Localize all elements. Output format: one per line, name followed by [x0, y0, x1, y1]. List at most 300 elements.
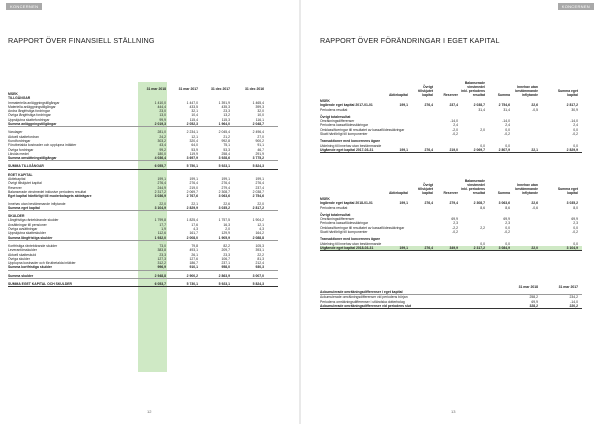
cell-value: 1,9 [161, 227, 166, 232]
cell-value: 5 730,1 [186, 281, 198, 286]
page-number: 12 [147, 409, 152, 414]
row-label: MSEK [320, 197, 330, 201]
cell-value: -14,0 [450, 119, 458, 124]
row-label: Utgående eget kapital 2018-03-31 [320, 245, 374, 250]
cell-value: 320,4 [189, 138, 198, 143]
row-label: Periodens resultat [320, 205, 348, 210]
row-label: Likvida medel [8, 151, 29, 156]
cell-value: 22,6 [531, 201, 538, 206]
row-label: Ackumulerade omräkningsdifferenser vid periodens början [320, 295, 408, 300]
column-header: 31 dec 2016 [244, 87, 264, 91]
column-headers [8, 82, 278, 91]
page-title: RAPPORT ÖVER FINANSIELL STÄLLNING [8, 36, 155, 45]
column-header: Balanserade vinstmedel inkl. periodens resultat [461, 81, 485, 97]
cell-value: 2 052,3 [186, 122, 198, 127]
cell-value: 219,0 [189, 185, 198, 190]
row-label: Transaktioner med koncernens ägare [320, 237, 381, 242]
cell-value: 12,1 [257, 222, 264, 227]
row-label: Långfristiga räntebärande skulder [8, 218, 59, 223]
cell-value: 116,1 [255, 117, 264, 122]
cell-value: 115,4 [189, 117, 198, 122]
row-label: Uppskjutna skatteskulder [8, 231, 46, 236]
cell-value: 10,0 [257, 113, 264, 118]
cell-value: 6 053,7 [154, 281, 166, 286]
row-label: Aktuell skattefordran [8, 134, 39, 139]
cell-value: 180,0 [157, 151, 166, 156]
cell-value: 349,9 [449, 245, 458, 250]
column-header: Reserver [443, 93, 458, 97]
cell-value: 46,7 [257, 147, 264, 152]
table-row [320, 206, 582, 210]
cell-value: 237,4 [255, 185, 264, 190]
cell-value: 291,9 [255, 151, 264, 156]
cell-value: 106,7 [221, 256, 230, 261]
column-header: Summa [497, 93, 510, 97]
cell-value: 22,0 [531, 245, 538, 250]
column-header: Övrigt tillskjutet kapital [418, 85, 433, 97]
cell-value: 8,0 [573, 205, 578, 210]
cell-value: 199,1 [399, 103, 408, 108]
cell-value: 112,6 [157, 231, 166, 236]
row-label: MSEK [320, 99, 330, 103]
cell-value: 23,3 [223, 252, 230, 257]
row-label: Periodens kassaflödessäkringar [320, 221, 369, 226]
row-label: Immateriella anläggningstillgångar [8, 100, 60, 105]
cell-value: -0,2 [504, 230, 510, 235]
cell-value: 2,4 [505, 123, 510, 128]
cell-value: 2 069,7 [473, 147, 485, 152]
cell-value: 276,4 [424, 147, 433, 152]
table-row [8, 206, 278, 211]
cell-value: 276,4 [189, 181, 198, 186]
cell-value: 17,7 [159, 222, 166, 227]
cell-value: 1 799,8 [154, 218, 166, 223]
cell-value: 930,3 [255, 265, 264, 270]
row-label: Reserver [8, 185, 22, 190]
cell-value: 79,8 [191, 243, 198, 248]
row-label: SUMMA TILLGÅNGAR [8, 164, 44, 169]
cell-value: 237,4 [449, 103, 458, 108]
cell-value: 493,1 [189, 248, 198, 253]
table-row [320, 108, 582, 112]
cell-value: 234,2 [569, 295, 578, 300]
cell-value: 910,1 [189, 265, 198, 270]
cell-value: 279,4 [449, 201, 458, 206]
cell-value: 199,1 [399, 147, 408, 152]
cell-value: 22,2 [257, 252, 264, 257]
row-label: Leverantörsskulder [8, 248, 37, 253]
cell-value: 186,7 [189, 261, 198, 266]
table-row [8, 122, 278, 127]
cell-value: -2,2 [452, 225, 458, 230]
cell-value: 276,4 [255, 181, 264, 186]
cell-value: 13,2 [223, 113, 230, 118]
row-label: Innehav utan bestämmande inflytande [8, 201, 66, 206]
cell-value: 900,2 [255, 138, 264, 143]
cell-value: 2 863,9 [218, 273, 230, 278]
row-label: Omklassificeringar till resultatet av kassaflödessäkringar [320, 225, 405, 230]
cell-value: 5 824,3 [252, 164, 264, 169]
right-page [301, 0, 600, 424]
table-row [8, 156, 278, 161]
cell-value: 2 754,6 [252, 194, 264, 199]
cell-value: 220,2 [569, 303, 578, 308]
cell-value: 2 088,8 [252, 235, 264, 240]
cell-value: 3 104,9 [154, 205, 166, 210]
cell-value: 2 948,8 [154, 273, 166, 278]
cell-value: 276,4 [221, 181, 230, 186]
cell-value: 996,9 [157, 265, 166, 270]
cell-value: 383,8 [157, 248, 166, 253]
cell-value: 2 069,7 [186, 189, 198, 194]
cell-value: 5 824,3 [252, 281, 264, 286]
row-label: Periodens omräkningsdifferenser i utländska dotterbolag [320, 299, 405, 304]
row-label: Skatt hänförligt till komponenter [320, 230, 368, 235]
cell-value: 2 008,0 [186, 235, 198, 240]
cell-value: 2 829,9 [566, 147, 578, 152]
column-header: Summa [497, 191, 510, 195]
cell-value: 99,9 [159, 117, 166, 122]
column-header: Summa eget kapital [557, 187, 578, 195]
table-row [8, 265, 278, 270]
cell-value: 3 928,6 [218, 156, 230, 161]
row-label: Periodens kassaflödessäkringar [320, 123, 369, 128]
cell-value: 22,0 [257, 201, 264, 206]
cell-value: 8,6 [480, 205, 485, 210]
cell-value: 13,0 [159, 113, 166, 118]
cell-value: -0,6 [532, 205, 538, 210]
cell-value: -2,0 [452, 127, 458, 132]
cell-value: -0,2 [452, 230, 458, 235]
cell-value: 12,1 [191, 134, 198, 139]
cell-value: 115,3 [221, 117, 230, 122]
cell-value: 32,0 [257, 109, 264, 114]
cell-value: 209,7 [221, 248, 230, 253]
cell-value: 22,1 [531, 147, 538, 152]
cell-value: 22,1 [191, 201, 198, 206]
cell-value: 2,3 [505, 221, 510, 226]
cell-value: 26,1 [191, 252, 198, 257]
row-label: Andra långfristiga fordringar [8, 109, 50, 114]
row-label: Utdelning till innehav utan bestämmande [320, 241, 382, 246]
cell-value: 2 767,6 [186, 194, 198, 199]
cell-value: -0,2 [572, 230, 578, 235]
cell-value: -0,5 [532, 107, 538, 112]
cell-value: 164,2 [255, 231, 264, 236]
cell-value: 2 829,9 [186, 205, 198, 210]
cell-value: 199,1 [157, 177, 166, 182]
table-row [8, 282, 278, 287]
table-row [320, 246, 582, 251]
table-row [8, 164, 278, 169]
cell-value: 276,4 [424, 201, 433, 206]
cell-value: 2 754,6 [498, 103, 510, 108]
row-label: SKULDER [8, 214, 25, 219]
row-label: Varulager [8, 130, 23, 135]
cell-value: 81,3 [257, 256, 264, 261]
row-label: Summa anläggningstillgångar [8, 122, 57, 127]
cell-value: 64,0 [191, 143, 198, 148]
cell-value: 53,3 [223, 147, 230, 152]
cell-value: -0,2 [572, 132, 578, 137]
cell-value: 3 035,2 [566, 201, 578, 206]
cell-value: 992,8 [221, 138, 230, 143]
column-header: Summa eget kapital [557, 89, 578, 97]
cell-value: 279,4 [221, 185, 230, 190]
column-header: Innehav utan bestämmande inflytande [515, 183, 538, 195]
cell-value: 312,2 [157, 261, 166, 266]
cell-value: 1 932,0 [154, 235, 166, 240]
cell-value: 258,4 [221, 151, 230, 156]
cell-value: 1 964,0 [218, 122, 230, 127]
cell-value: 0,0 [573, 127, 578, 132]
cell-value: 0,0 [480, 241, 485, 246]
cell-value: 23,3 [159, 252, 166, 257]
cell-value: 1 757,5 [218, 218, 230, 223]
cell-value: 444,4 [157, 104, 166, 109]
cell-value: 105,3 [255, 243, 264, 248]
cell-value: 6 055,7 [154, 164, 166, 169]
financial-position-table [8, 92, 278, 287]
cell-value: 2 317,2 [473, 245, 485, 250]
cell-value: 0,0 [505, 143, 510, 148]
cell-value: 127,6 [189, 256, 198, 261]
equity-changes-table-2017 [320, 99, 582, 153]
cell-value: 24,2 [159, 134, 166, 139]
equity-column-headers-2 [320, 178, 582, 195]
cell-value: 17,6 [191, 222, 198, 227]
cell-value: 0,0 [573, 143, 578, 148]
row-label: Uppskjutna skattefordringar [8, 117, 50, 122]
page-title: RAPPORT ÖVER FÖRÄNDRINGAR I EGET KAPITAL [320, 36, 500, 45]
row-label: Avsättningar till pensioner [8, 222, 47, 227]
row-label: Omräkningsdifferenser [320, 119, 355, 124]
cell-value: 393,1 [255, 248, 264, 253]
row-label: Ingående eget kapital 2017-01-01 [320, 103, 373, 108]
cell-value: 303,2 [157, 138, 166, 143]
cell-value: 31,4 [478, 107, 485, 112]
table-row [320, 230, 582, 234]
cell-value: 2 807,9 [498, 147, 510, 152]
cell-value: 5 923,1 [218, 164, 230, 169]
cell-value: 281,0 [157, 130, 166, 135]
translation-column-headers [320, 281, 582, 289]
section-tag: KONCERNEN [558, 3, 594, 10]
cell-value: 23,3 [223, 109, 230, 114]
row-label: Ackumulerade omräkningsdifferenser vid periodens slut [320, 303, 412, 308]
cell-value: 27,0 [257, 134, 264, 139]
table-row [320, 132, 582, 136]
cell-value: -14,0 [570, 299, 578, 304]
cell-value: 199,1 [255, 177, 264, 182]
cell-value: 4,3 [193, 227, 198, 232]
cell-value: 2,0 [480, 127, 485, 132]
cell-value: 435,3 [221, 104, 230, 109]
cell-value: 433,5 [189, 104, 198, 109]
cell-value: 2 817,2 [252, 205, 264, 210]
column-header: Aktiekapital [388, 93, 408, 97]
row-label: Summa långfristiga skulder [8, 235, 53, 240]
cell-value: 328,2 [529, 303, 538, 308]
cell-value: 2,3 [573, 221, 578, 226]
cell-value: 22,6 [223, 201, 230, 206]
cell-value: 53,9 [191, 147, 198, 152]
row-label: Övriga långfristiga fordringar [8, 113, 51, 118]
cell-value: 1 447,0 [186, 100, 198, 105]
cell-value: 16,3 [223, 222, 230, 227]
row-label: Summa skulder [8, 273, 34, 278]
row-label: Ingående eget kapital 2018-01-01 [320, 201, 373, 206]
cell-value: 0,0 [505, 225, 510, 230]
cell-value: -14,0 [502, 119, 510, 124]
cell-value: 3 063,6 [498, 201, 510, 206]
cell-value: 199,1 [189, 177, 198, 182]
column-header: 31 mar 2018 [146, 87, 166, 91]
cell-value: 69,9 [531, 299, 538, 304]
cell-value: 127,3 [157, 256, 166, 261]
cell-value: 3 104,9 [566, 245, 578, 250]
cell-value: 23,0 [159, 109, 166, 114]
row-label: Transaktioner med koncernens ägare [320, 139, 381, 144]
cell-value: 2 817,2 [566, 103, 578, 108]
cell-value: 73,0 [159, 243, 166, 248]
table-row [8, 194, 278, 198]
cell-value: 3 697,9 [186, 156, 198, 161]
cell-value: 219,0 [449, 147, 458, 152]
cell-value: 2,4 [573, 123, 578, 128]
cell-value: 276,4 [157, 181, 166, 186]
cell-value: 2 038,7 [252, 189, 264, 194]
row-label: Ackumulerade omräkningsdifferenser i eget kapital [320, 290, 403, 294]
cell-value: 0,0 [573, 241, 578, 246]
cell-value: 119,9 [189, 151, 198, 156]
column-header: 31 dec 2017 [210, 87, 230, 91]
row-label: Utgående eget kapital 2017-03-31 [320, 147, 374, 152]
cell-value: 5 923,1 [218, 281, 230, 286]
cell-value: 958,0 [221, 265, 230, 270]
row-label: Övriga avsättningar [8, 227, 38, 232]
cell-value: 199,1 [221, 177, 230, 182]
cell-value: 31,4 [503, 107, 510, 112]
translation-differences-table [320, 290, 582, 309]
cell-value: 22,0 [159, 201, 166, 206]
page-number: 13 [451, 409, 456, 414]
cell-value: -0,2 [452, 132, 458, 137]
table-row [8, 236, 278, 241]
row-label: Kortfristiga räntebärande skulder [8, 243, 58, 248]
section-tag: KONCERNEN [6, 3, 42, 10]
cell-value: 82,2 [223, 243, 230, 248]
cell-value: 10,4 [191, 113, 198, 118]
cell-value: 91,1 [257, 143, 264, 148]
cell-value: 4,3 [259, 227, 264, 232]
cell-value: 161,7 [189, 231, 198, 236]
cell-value: 0,0 [505, 241, 510, 246]
cell-value: 3 035,2 [218, 205, 230, 210]
table-row [320, 148, 582, 153]
row-label: Summa kortfristiga skulder [8, 265, 52, 270]
cell-value: 1 825,4 [186, 218, 198, 223]
cell-value: 2 048,7 [252, 122, 264, 127]
row-label: Övriga skulder [8, 256, 30, 261]
cell-value: 69,9 [503, 217, 510, 222]
cell-value: 2 496,4 [252, 130, 264, 135]
cell-value: 2 308,7 [218, 189, 230, 194]
row-label: Balanserade vinstmedel inklusive periodens resultat [8, 189, 87, 194]
cell-value: 2,2 [480, 225, 485, 230]
cell-value: 3 063,6 [218, 194, 230, 199]
column-header: Reserver [443, 191, 458, 195]
table-row [320, 304, 582, 309]
column-header: Balanserade vinstmedel inkl. periodens resultat [461, 179, 485, 195]
cell-value: 212,4 [255, 261, 264, 266]
cell-value: 199,1 [399, 245, 408, 250]
cell-value: 69,9 [571, 217, 578, 222]
row-label: Summa omsättningstillgångar [8, 156, 57, 161]
cell-value: 1 391,9 [218, 100, 230, 105]
cell-value: -14,0 [570, 119, 578, 124]
row-label: Övrigt totalresultat [320, 212, 351, 217]
cell-value: -0,2 [504, 132, 510, 137]
cell-value: 2,3 [453, 221, 458, 226]
cell-value: 237,1 [221, 261, 230, 266]
row-label: Aktuell skatteskuld [8, 252, 37, 257]
cell-value: 129,9 [221, 231, 230, 236]
column-header: 31 mar 2017 [178, 87, 198, 91]
column-header: Aktiekapital [388, 191, 408, 195]
row-label: Förutbetalda kostnader och upplupna intäkter [8, 143, 77, 148]
cell-value: 99,2 [159, 147, 166, 152]
cell-value: 2 038,7 [473, 103, 485, 108]
row-label: Övrigt totalresultat [320, 114, 351, 119]
equity-column-headers-1 [320, 80, 582, 97]
row-label: Aktiekapital [8, 177, 26, 182]
cell-value: 1 904,2 [252, 218, 264, 223]
cell-value: 2 045,4 [218, 130, 230, 135]
column-header: 31 mar 2017 [558, 285, 578, 289]
cell-value: 0,0 [505, 127, 510, 132]
cell-value: 30,9 [571, 107, 578, 112]
cell-value: 2 317,2 [154, 189, 166, 194]
cell-value: 244,9 [157, 185, 166, 190]
cell-value: 43,4 [159, 143, 166, 148]
row-label: Upplupna kostnader och förutbetalda intäkter [8, 261, 76, 266]
equity-changes-table-2018 [320, 197, 582, 251]
left-page [0, 0, 299, 424]
row-label: MSEK [8, 92, 18, 96]
row-label: Omräkningsdifferenser [320, 217, 355, 222]
row-label: TILLGÅNGAR [8, 96, 31, 101]
row-label: Övriga fordringar [8, 147, 34, 152]
table-row [8, 274, 278, 279]
row-label: Periodens resultat [320, 107, 348, 112]
column-header: 31 mar 2018 [518, 285, 538, 289]
cell-value: 0,0 [573, 225, 578, 230]
cell-value: 1 905,9 [218, 235, 230, 240]
cell-value: 8,6 [505, 205, 510, 210]
cell-value: 32,1 [191, 109, 198, 114]
row-label: Utdelning till innehav utan bestämmande [320, 143, 382, 148]
cell-value: 2,4 [453, 123, 458, 128]
cell-value: 2,0 [225, 227, 230, 232]
cell-value: 4 036,4 [154, 156, 166, 161]
cell-value: 2 308,7 [473, 201, 485, 206]
cell-value: 22,6 [531, 103, 538, 108]
row-label: Materiella anläggningstillgångar [8, 104, 56, 109]
row-label: Kundfordringar [8, 138, 31, 143]
cell-value: 399,3 [255, 104, 264, 109]
row-label: SUMMA EGET KAPITAL OCH SKULDER [8, 281, 72, 286]
